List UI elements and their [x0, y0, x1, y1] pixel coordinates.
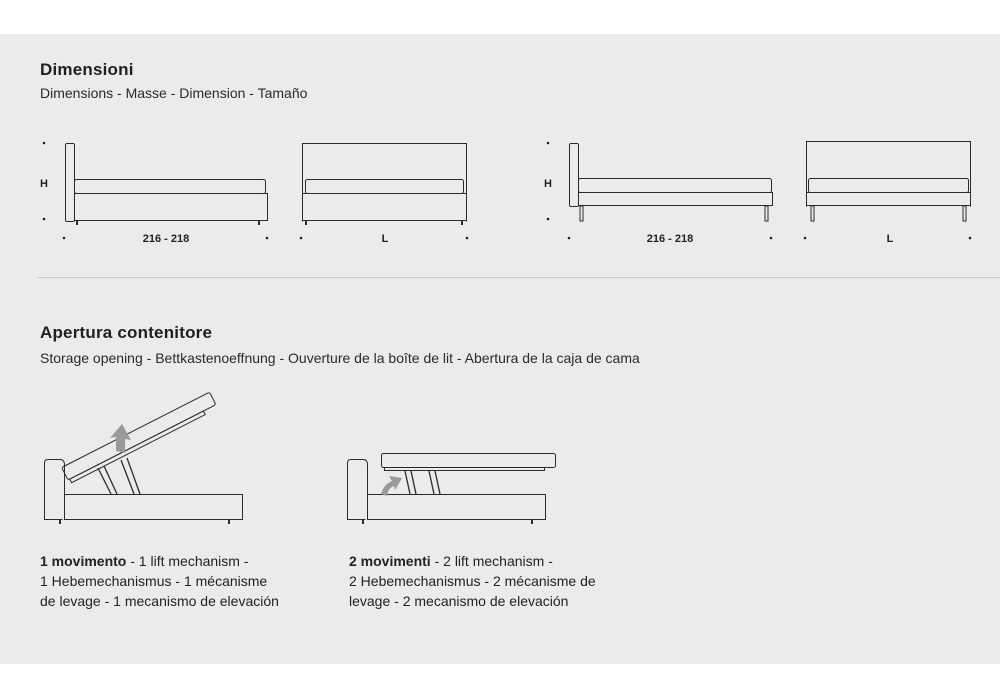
storage-title: Apertura contenitore [40, 323, 213, 342]
option2-name: 2 movimenti [349, 553, 431, 569]
dimensions-title: Dimensioni [40, 60, 134, 79]
caption-one-movement [40, 551, 340, 611]
storage-subtitle: Storage opening - Bettkastenoeffnung - Ouverture de la boîte de lit - Abertura de la caja de cama [40, 350, 640, 366]
length-label-2: 216 - 218 [646, 233, 694, 245]
bed-side-view-legs [570, 144, 773, 222]
height-label-1: H [40, 178, 48, 190]
option1-text3: de levage - 1 mecanismo de elevación [40, 593, 279, 609]
storage-one-movement-diagram [45, 392, 243, 524]
bed-front-view-plinth [303, 144, 467, 226]
storage-two-movements-diagram [348, 454, 556, 525]
height-label-2: H [544, 178, 552, 190]
length-label-1: 216 - 218 [142, 233, 190, 245]
dimension-markers [43, 142, 972, 240]
option2-text3: levage - 2 mecanismo de elevación [349, 593, 569, 609]
dimensions-subtitle: Dimensions - Masse - Dimension - Tamaño [40, 85, 308, 101]
curved-up-arrow-icon [381, 476, 402, 496]
width-label-1: L [381, 233, 389, 245]
bed-side-view-plinth [66, 144, 268, 226]
option1-text1: - 1 lift mechanism - [126, 553, 249, 569]
option1-name: 1 movimento [40, 553, 127, 569]
option2-text1: - 2 lift mechanism - [430, 553, 553, 569]
option1-text2: 1 Hebemechanismus - 1 mécanisme [40, 573, 268, 589]
option2-text2: 2 Hebemechanismus - 2 mécanisme de [349, 573, 596, 589]
up-arrow-icon [110, 424, 131, 453]
width-label-2: L [886, 233, 894, 245]
caption-two-movements [349, 551, 649, 611]
bed-front-view-legs [807, 142, 971, 222]
